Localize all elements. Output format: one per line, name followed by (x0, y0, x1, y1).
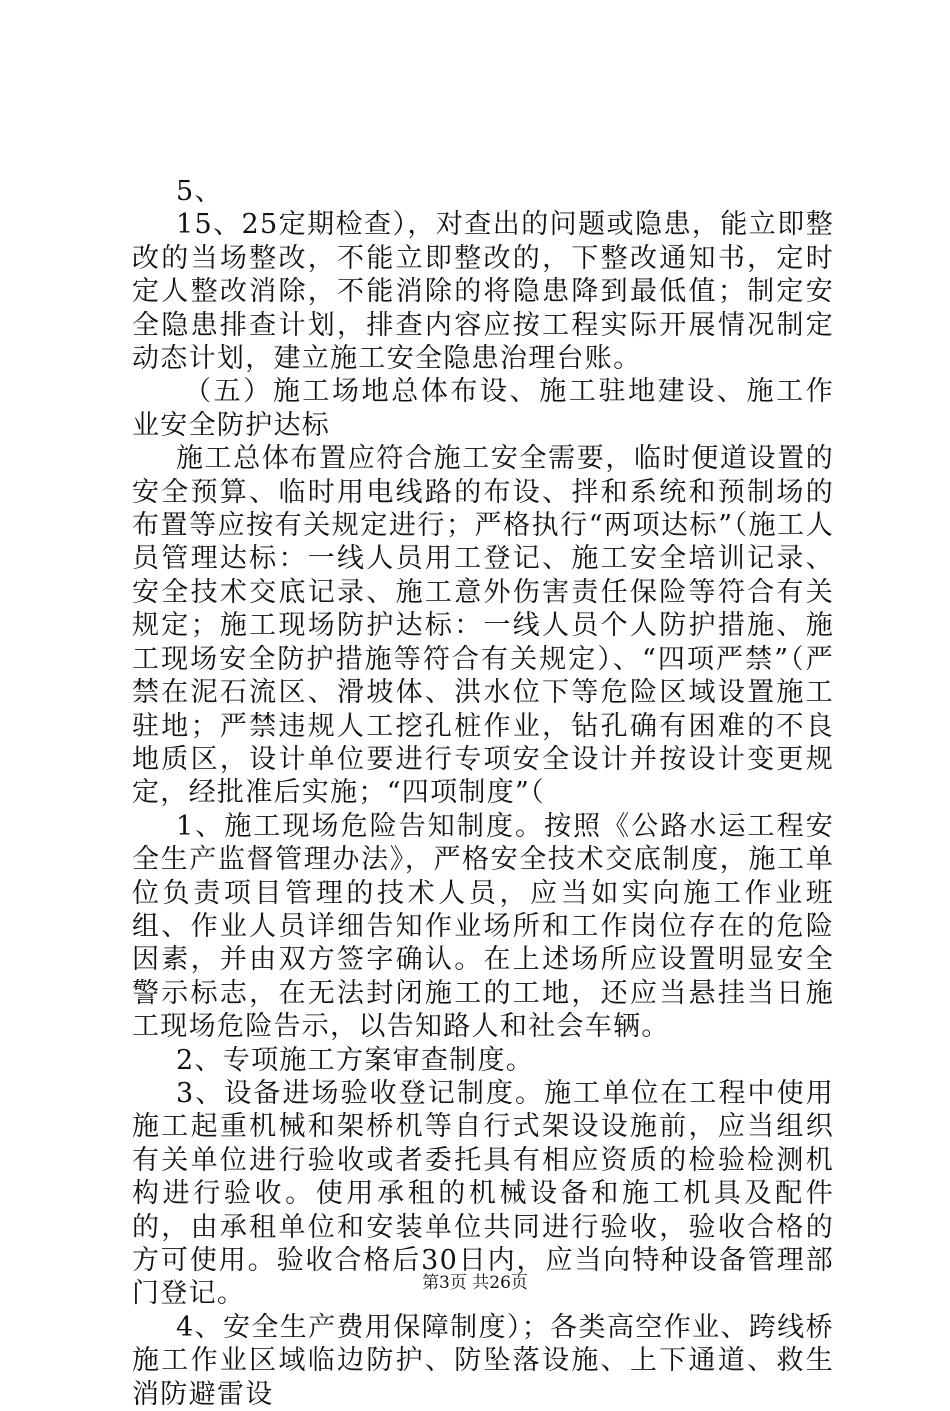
paragraph-plan-review: 2、专项施工方案审查制度。 (176, 1044, 535, 1076)
paragraph-site-layout: 施工总体布置应符合施工安全需要，临时便道设置的安全预算、临时用电线路的布设、拌和系统和预制场的布置等应按有关规定进行；严格执行“两项达标”（施工人员管理达标：一线人员用工登记、施工安全培训记录、安全技术交底记录、施工意外伤害责任保险等符合有关规定；施工现场防护达标：一线人员个人防护措施、施工现场安全防护措施等符合有关规定）、“四项严禁”（严禁在泥石流区、滑坡体、洪水位下等危险区域设置施工驻地；严禁违规人工挖孔桩作业，钻孔确有困难的不良地质区，设计单位要进行专项安全设计并按设计变更规定，经批准后实施；“四项制度”（ (132, 443, 834, 809)
paragraph-inspection: 15、25定期检查），对查出的问题或隐患，能立即整改的当场整改，不能立即整改的，下整改通知书，定时定人整改消除，不能消除的将隐患降到最低值；制定安全隐患排查计划，排查内容应按工程实际开展情况制定动态计划，建立施工安全隐患治理台账。 (132, 209, 834, 375)
paragraph-equipment-acceptance: 3、设备进场验收登记制度。施工单位在工程中使用施工起重机械和架桥机等自行式架设设施前，应当组织有关单位进行验收或者委托具有相应资质的检验检测机构进行验收。使用承租的机械设备和施工机具及配件的，由承租单位和安装单位共同进行验收，验收合格的方可使用。验收合格后30日内，应当向特种设备管理部门登记。 (132, 1077, 834, 1310)
page-number-footer: 第3页 共26页 (422, 1273, 528, 1293)
paragraph-hazard-notice: 1、施工现场危险告知制度。按照《公路水运工程安全生产监督管理办法》，严格安全技术交底制度，施工单位负责项目管理的技术人员，应当如实向施工作业班组、作业人员详细告知作业场所和工作岗位存在的危险因素，并由双方签字确认。在上述场所应设置明显安全警示标志，在无法封闭施工的工地，还应当悬挂当日施工现场危险告示，以告知路人和社会车辆。 (132, 810, 834, 1043)
document-body (132, 175, 834, 1411)
paragraph-safety-funding: 4、安全生产费用保障制度）；各类高空作业、跨线桥施工作业区域临边防护、防坠落设施、上下通道、救生消防避雷设 (132, 1311, 834, 1410)
section-heading: （五）施工场地总体布设、施工驻地建设、施工作业安全防护达标 (132, 376, 834, 441)
paragraph-item-number: 5、 (176, 176, 223, 207)
